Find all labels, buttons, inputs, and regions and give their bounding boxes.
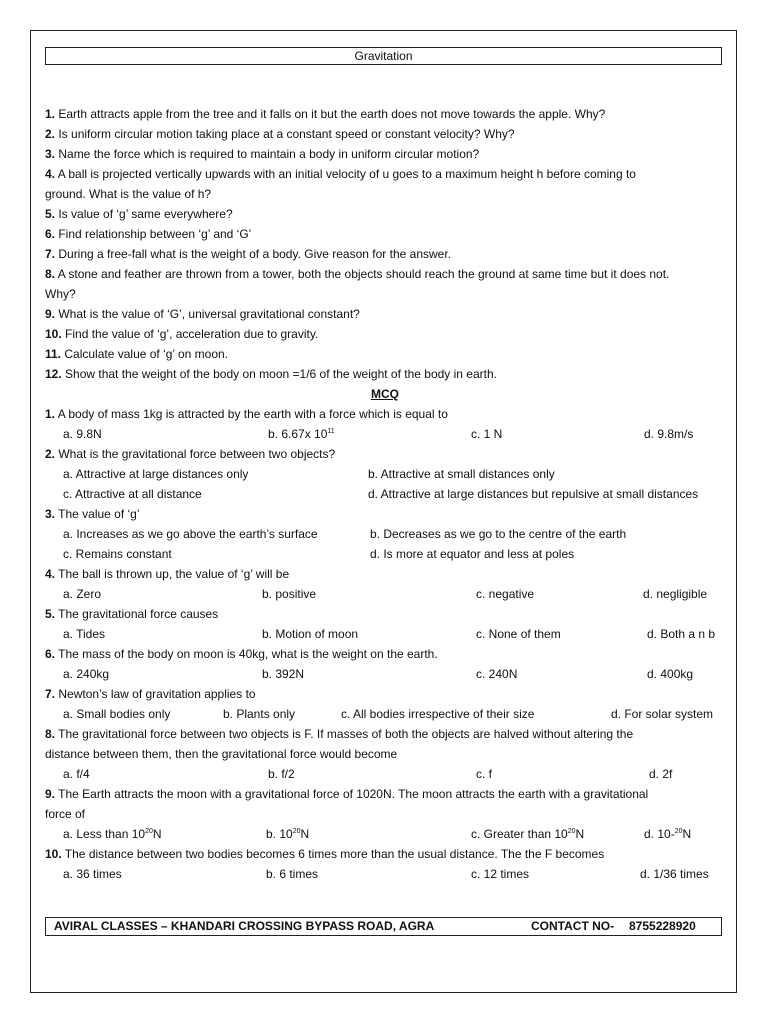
worksheet-content xyxy=(45,104,725,884)
question-number: 7. xyxy=(45,247,56,261)
option-exponent: 11 xyxy=(327,428,335,435)
page-title: Gravitation xyxy=(45,47,722,65)
mcq-option: b. positive xyxy=(262,587,317,601)
mcq-option: b. 392N xyxy=(262,667,305,681)
option-text: a. Less than 10 xyxy=(63,827,146,841)
mcq-7 xyxy=(45,684,725,704)
mcq-option: b. Motion of moon xyxy=(262,627,359,641)
mcq-3-options-row2 xyxy=(45,544,725,564)
question-5 xyxy=(45,204,725,224)
question-number: 12. xyxy=(45,367,62,381)
mcq-8-continued: distance between them, then the gravitational force would become xyxy=(45,747,398,761)
mcq-option: b. Decreases as we go to the centre of the earth xyxy=(370,527,627,541)
mcq-option: d. 9.8m/s xyxy=(644,427,694,441)
question-9 xyxy=(45,304,725,324)
mcq-option: a. Tides xyxy=(63,627,106,641)
question-4-continued: ground. What is the value of h? xyxy=(45,187,212,201)
mcq-option: c. negative xyxy=(476,587,535,601)
mcq-10 xyxy=(45,844,725,864)
mcq-number: 9. xyxy=(45,787,56,801)
question-3 xyxy=(45,144,725,164)
question-6 xyxy=(45,224,725,244)
mcq-option xyxy=(644,824,691,844)
option-unit: N xyxy=(152,827,162,841)
question-text: Earth attracts apple from the tree and it falls on it but the earth does not move towards the apple. Why? xyxy=(55,107,606,121)
mcq-option: a. f/4 xyxy=(63,767,90,781)
mcq-text: The mass of the body on moon is 40kg, what is the weight on the earth. xyxy=(55,647,438,661)
question-number: 4. xyxy=(45,167,56,181)
mcq-text: A body of mass 1kg is attracted by the earth with a force which is equal to xyxy=(55,407,448,421)
mcq-text: The value of ‘g’ xyxy=(55,507,140,521)
mcq-option: a. Attractive at large distances only xyxy=(63,467,249,481)
option-exponent: 20 xyxy=(567,828,576,835)
mcq-text: The Earth attracts the moon with a gravitational force of 1020N. The moon attracts the earth with a gravitational xyxy=(55,787,649,801)
option-exponent: 20 xyxy=(145,828,153,835)
mcq-option xyxy=(266,824,309,844)
mcq-option: a. 36 times xyxy=(63,867,122,881)
mcq-4 xyxy=(45,564,725,584)
mcq-2-options-row1 xyxy=(45,464,725,484)
mcq-4-options xyxy=(45,584,725,604)
mcq-text: Newton’s law of gravitation applies to xyxy=(55,687,256,701)
mcq-number: 7. xyxy=(45,687,56,701)
question-text: Find relationship between ‘g’ and ‘G’ xyxy=(55,227,252,241)
question-7 xyxy=(45,244,725,264)
question-number: 5. xyxy=(45,207,56,221)
mcq-3-options-row1 xyxy=(45,524,725,544)
mcq-text: The gravitational force causes xyxy=(55,607,219,621)
question-text: What is the value of ‘G’, universal gravitational constant? xyxy=(55,307,360,321)
question-text: Calculate value of ‘g’ on moon. xyxy=(61,347,229,361)
option-text: b. 10 xyxy=(266,827,293,841)
question-number: 9. xyxy=(45,307,56,321)
question-text: Is value of ‘g’ same everywhere? xyxy=(55,207,233,221)
mcq-option: c. Remains constant xyxy=(63,547,172,561)
question-text: During a free-fall what is the weight of a body. Give reason for the answer. xyxy=(55,247,451,261)
mcq-number: 6. xyxy=(45,647,56,661)
contact-label: CONTACT NO- xyxy=(531,919,615,933)
mcq-3 xyxy=(45,504,725,524)
mcq-9-options xyxy=(45,824,725,844)
mcq-option: c. None of them xyxy=(476,627,561,641)
question-text: A ball is projected vertically upwards with an initial velocity of u goes to a maximum height h before coming to xyxy=(55,167,636,181)
mcq-text: The gravitational force between two objects is F. If masses of both the objects are halved without altering the xyxy=(55,727,634,741)
option-unit: N xyxy=(682,827,692,841)
mcq-option: d. Is more at equator and less at poles xyxy=(370,547,575,561)
mcq-option: a. Zero xyxy=(63,587,102,601)
question-number: 1. xyxy=(45,107,56,121)
mcq-2 xyxy=(45,444,725,464)
option-text: b. 6.67x 10 xyxy=(268,427,328,441)
question-number: 2. xyxy=(45,127,56,141)
option-exponent: 20 xyxy=(292,828,301,835)
question-8 xyxy=(45,264,725,284)
mcq-1-options xyxy=(45,424,725,444)
mcq-option: d. For solar system xyxy=(611,707,714,721)
mcq-option: b. 6 times xyxy=(266,867,319,881)
question-1 xyxy=(45,104,725,124)
mcq-number: 8. xyxy=(45,727,56,741)
mcq-option xyxy=(268,424,335,444)
option-unit: N xyxy=(575,827,585,841)
mcq-number: 2. xyxy=(45,447,56,461)
mcq-heading: MCQ xyxy=(371,387,399,401)
mcq-option: c. f xyxy=(476,767,493,781)
mcq-option: c. All bodies irrespective of their size xyxy=(341,707,535,721)
mcq-10-options xyxy=(45,864,725,884)
footer xyxy=(45,917,722,936)
mcq-number: 5. xyxy=(45,607,56,621)
mcq-option xyxy=(63,824,162,844)
question-10 xyxy=(45,324,725,344)
question-8-continued: Why? xyxy=(45,287,76,301)
question-text: Show that the weight of the body on moon =1/6 of the weight of the body in earth. xyxy=(61,367,497,381)
mcq-option: b. Plants only xyxy=(223,707,296,721)
question-text: Name the force which is required to maintain a body in uniform circular motion? xyxy=(55,147,480,161)
mcq-9 xyxy=(45,784,725,804)
mcq-text: The ball is thrown up, the value of ‘g’ will be xyxy=(55,567,290,581)
mcq-option: c. Attractive at all distance xyxy=(63,487,202,501)
question-number: 6. xyxy=(45,227,56,241)
question-11 xyxy=(45,344,725,364)
mcq-option: b. Attractive at small distances only xyxy=(368,467,555,481)
mcq-option: d. 2f xyxy=(649,767,673,781)
question-4 xyxy=(45,164,725,184)
mcq-6 xyxy=(45,644,725,664)
mcq-8 xyxy=(45,724,725,744)
mcq-5-options xyxy=(45,624,725,644)
mcq-1 xyxy=(45,404,725,424)
mcq-option: a. Increases as we go above the earth’s surface xyxy=(63,527,318,541)
mcq-option: b. f/2 xyxy=(268,767,295,781)
mcq-option: d. 400kg xyxy=(647,667,694,681)
institute-address: AVIRAL CLASSES – KHANDARI CROSSING BYPASS ROAD, AGRA xyxy=(54,919,435,933)
mcq-option: a. 240kg xyxy=(63,667,110,681)
contact-phone: 8755228920 xyxy=(629,919,696,933)
mcq-number: 10. xyxy=(45,847,62,861)
mcq-6-options xyxy=(45,664,725,684)
mcq-option: d. Attractive at large distances but repulsive at small distances xyxy=(368,487,699,501)
mcq-8-options xyxy=(45,764,725,784)
mcq-option: d. 1/36 times xyxy=(640,867,709,881)
mcq-5 xyxy=(45,604,725,624)
mcq-option: a. 9.8N xyxy=(63,427,102,441)
question-text: Is uniform circular motion taking place at a constant speed or constant velocity? Why? xyxy=(55,127,515,141)
mcq-2-options-row2 xyxy=(45,484,725,504)
option-text: c. Greater than 10 xyxy=(471,827,568,841)
mcq-number: 4. xyxy=(45,567,56,581)
mcq-option: d. Both a n b xyxy=(647,627,716,641)
question-12 xyxy=(45,364,725,384)
question-number: 8. xyxy=(45,267,56,281)
mcq-option: c. 240N xyxy=(476,667,518,681)
mcq-7-options xyxy=(45,704,725,724)
mcq-option: c. 12 times xyxy=(471,867,530,881)
mcq-text: The distance between two bodies becomes 6 times more than the usual distance. The the F becomes xyxy=(61,847,605,861)
mcq-9-continued: force of xyxy=(45,807,86,821)
question-number: 11. xyxy=(45,347,62,361)
option-text: d. 10- xyxy=(644,827,675,841)
mcq-option: d. negligible xyxy=(643,587,708,601)
mcq-text: What is the gravitational force between two objects? xyxy=(55,447,336,461)
option-unit: N xyxy=(300,827,310,841)
question-number: 10. xyxy=(45,327,62,341)
question-text: A stone and feather are thrown from a tower, both the objects should reach the ground at same time but it does not. xyxy=(55,267,670,281)
question-2 xyxy=(45,124,725,144)
question-number: 3. xyxy=(45,147,56,161)
question-text: Find the value of ‘g’, acceleration due to gravity. xyxy=(61,327,319,341)
option-exponent: 20 xyxy=(674,828,683,835)
mcq-number: 3. xyxy=(45,507,56,521)
mcq-option: c. 1 N xyxy=(471,427,503,441)
mcq-number: 1. xyxy=(45,407,56,421)
mcq-option: a. Small bodies only xyxy=(63,707,171,721)
mcq-option xyxy=(471,824,584,844)
